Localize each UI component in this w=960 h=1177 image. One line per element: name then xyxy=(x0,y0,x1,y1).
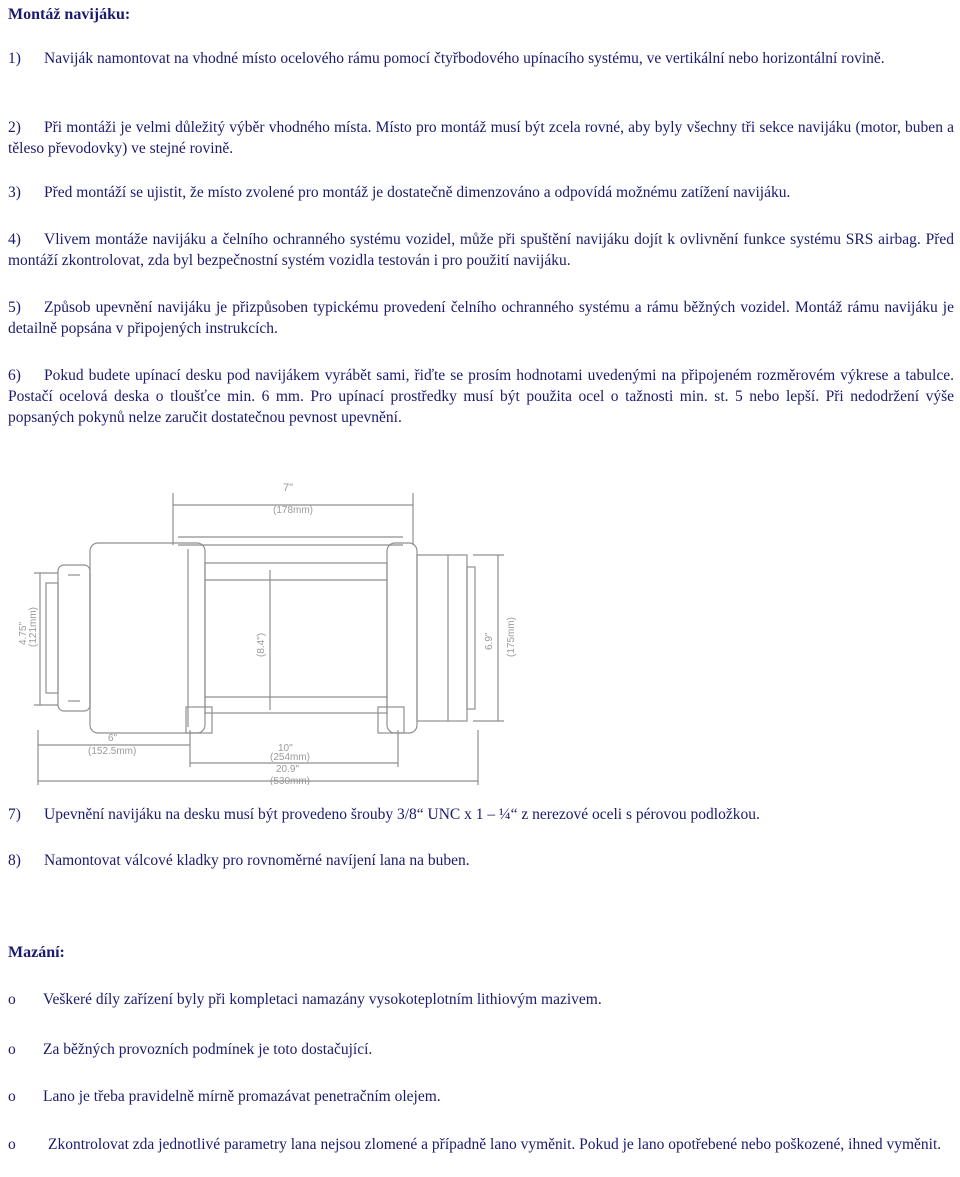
bottom-dim3-mm-label: (530mm) xyxy=(270,776,311,785)
item-text: Upevnění navijáku na desku musí být provedeno šrouby 3/8“ UNC x 1 – ¼“ z nerezové oceli s pérovou podložkou. xyxy=(44,806,760,823)
right-height-label: 6.9" xyxy=(484,632,495,650)
bottom-dim3-label: 20.9" xyxy=(276,764,300,775)
left-height-label: 4.75" xyxy=(18,621,29,645)
item-text: Před montáží se ujistit, že místo zvolené pro montáž je dostatečně dimenzováno a odpovídá možnému zatížení navijáku. xyxy=(44,184,791,201)
bottom-dim1-label: 6" xyxy=(108,733,118,744)
mount-item-8 xyxy=(8,850,954,871)
lube-item-2 xyxy=(8,1039,954,1060)
right-height-mm-label: (175mm) xyxy=(506,616,517,657)
lube-item-3 xyxy=(8,1086,954,1107)
item-number: 2) xyxy=(8,119,21,136)
bullet-icon: o xyxy=(8,991,16,1008)
item-text: Pokud budete upínací desku pod navijákem vyrábět sami, řiďte se prosím hodnotami uvedenými na připojeném rozměrovém výkrese a tabulce. Postačí ocelová deska o tloušťce min. 6 mm. Pro upínací prostředky musí být použita ocel o tažnosti min. st. 5 nebo lepší. Při nedodržení výše popsaných pokynů nelze zaručit dostatečnou pevnost upevnění. xyxy=(8,367,954,426)
center-dim-label: (8.4") xyxy=(256,632,267,657)
item-text: Lano je třeba pravidelně mírně promazávat penetračním olejem. xyxy=(43,1088,441,1105)
item-number: 5) xyxy=(8,299,21,316)
item-text: Způsob upevnění navijáku je přizpůsoben typickému provedení čelního ochranného systému a rámu běžných vozidel. Montáž rámu navijáku je detailně popsána v připojených instrukcích. xyxy=(8,299,954,337)
mount-item-4 xyxy=(8,229,954,271)
bullet-icon: o xyxy=(8,1041,16,1058)
winch-dimension-drawing xyxy=(8,445,553,785)
mount-item-7 xyxy=(8,804,954,825)
item-text: Veškeré díly zařízení byly při kompletaci namazány vysokoteplotním lithiovým mazivem. xyxy=(43,991,602,1008)
mount-item-6 xyxy=(8,365,954,428)
item-text: Vlivem montáže navijáku a čelního ochranného systému vozidel, může při spuštění navijáku dojít k ovlivnění funkce systému SRS airbag. Před montáží zkontrolovat, zda byl bezpečnostní systém vozidla testován i pro použití navijáku. xyxy=(8,231,954,269)
bullet-icon: o xyxy=(8,1088,16,1105)
lube-heading: Mazání: xyxy=(8,944,65,961)
item-text: Při montáži je velmi důležitý výběr vhodného místa. Místo pro montáž musí být zcela rovné, aby byly všechny tři sekce navijáku (motor, buben a těleso převodovky) ve stejné rovině. xyxy=(8,119,954,157)
item-text: Zkontrolovat zda jednotlivé parametry lana nejsou zlomené a případně lano vyměnit. Pokud je lano opotřebené nebo poškozené, ihned vyměnit. xyxy=(48,1136,942,1153)
item-text: Za běžných provozních podmínek je toto dostačující. xyxy=(43,1041,373,1058)
mount-item-2 xyxy=(8,117,954,159)
item-number: 7) xyxy=(8,806,21,823)
winch-drawing-svg xyxy=(8,445,553,785)
top-dim-mm-label: (178mm) xyxy=(273,505,314,516)
lube-item-4 xyxy=(8,1134,954,1155)
item-number: 1) xyxy=(8,50,21,67)
left-height-mm-label: (121mm) xyxy=(28,606,39,647)
mount-heading: Montáž navijáku: xyxy=(8,6,131,23)
bullet-icon: o xyxy=(8,1136,16,1153)
item-number: 4) xyxy=(8,231,21,248)
bottom-dim2-mm-label: (254mm) xyxy=(270,752,311,763)
mount-item-1 xyxy=(8,48,954,69)
bottom-dim1-mm-label: (152.5mm) xyxy=(88,746,137,757)
item-text: Naviják namontovat na vhodné místo ocelového rámu pomocí čtyřbodového upínacího systému, ve vertikální nebo horizontální rovině. xyxy=(44,50,885,67)
item-text: Namontovat válcové kladky pro rovnoměrné navíjení lana na buben. xyxy=(44,852,470,869)
mount-item-5 xyxy=(8,297,954,339)
bottom-dim2-label: 10" xyxy=(278,743,293,754)
item-number: 8) xyxy=(8,852,21,869)
top-dim-label: 7" xyxy=(283,482,294,494)
item-number: 6) xyxy=(8,367,21,384)
mount-item-3 xyxy=(8,182,954,203)
item-number: 3) xyxy=(8,184,21,201)
lube-item-1 xyxy=(8,989,954,1010)
